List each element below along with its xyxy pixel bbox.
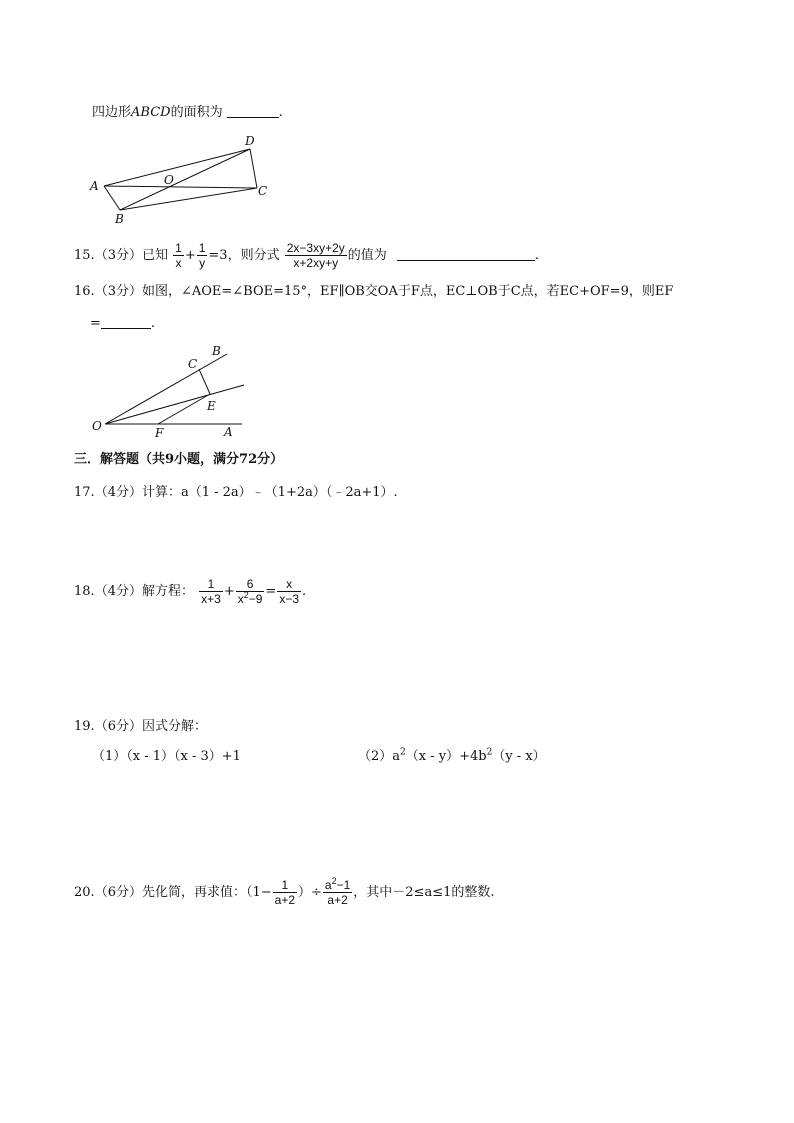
q17-score: （4分） xyxy=(94,485,142,500)
q16-ray-ob xyxy=(105,354,227,424)
q14-label-o: O xyxy=(164,173,174,187)
q20-text-b: ）÷ xyxy=(298,885,322,900)
q18-text-a: 解方程： xyxy=(141,584,194,599)
q15-fraction-1: $\frac{1}{x}$ xyxy=(175,241,182,270)
q15-fraction-2: $\frac{1}{y}$ xyxy=(198,241,206,270)
q16-ray-oe xyxy=(105,385,244,424)
q20-line xyxy=(74,876,495,910)
q17-line xyxy=(74,484,398,502)
q19-part-2: $(2)a^2(x - y)+4b^2(y - x)$ xyxy=(358,747,546,764)
q15-end: . xyxy=(534,248,540,263)
q16-equals: = xyxy=(90,316,101,331)
q15-score: （3分） xyxy=(94,248,142,263)
q14-label-c: C xyxy=(258,184,268,198)
q19-text: 因式分解： xyxy=(141,719,207,734)
q16-text: 如图，∠AOE=∠BOE=15°，EF∥OB交OA于F点，EC⊥OB于C点，若EC+OF=9，则EF xyxy=(141,284,674,299)
q18-score: （4分） xyxy=(94,584,142,599)
q18-end: . xyxy=(302,584,307,599)
q15-fraction-3: $\frac{2x-3xy+2y}{x+2xy+y}$ xyxy=(286,241,345,270)
q16-label-f: F xyxy=(155,426,164,440)
q16-label-a: A xyxy=(224,425,233,439)
q20-number: 20. xyxy=(74,885,95,900)
q19-score: （6分） xyxy=(94,719,142,734)
q16-score: （3分） xyxy=(94,284,142,299)
q15-number: 15. xyxy=(74,248,95,263)
q18-number: 18. xyxy=(74,584,95,599)
q14-label-d: D xyxy=(245,134,255,148)
q16-segment-ef xyxy=(158,394,210,424)
q18-fraction-2: $\frac{6}{x^2-9}$ xyxy=(237,577,263,606)
q19-number: 19. xyxy=(74,719,95,734)
q19-part-1: （1）（x - 1）（x - 3）+1 xyxy=(92,749,241,764)
q14-end: . xyxy=(278,105,283,120)
q20-fraction-2: $\frac{a^2-1}{a+2}$ xyxy=(324,876,351,907)
q18-fraction-3: $\frac{x}{x-3}$ xyxy=(279,577,300,606)
q16-label-o: O xyxy=(92,419,102,433)
q16-label-e: E xyxy=(207,399,216,413)
q14-suffix: 的面积为 xyxy=(170,105,223,120)
q19-line xyxy=(74,718,207,736)
q20-score: （6分） xyxy=(94,885,142,900)
section-3-title: 三．解答题（共9小题，满分72分） xyxy=(74,452,284,467)
q18-line: 18.（4分）解方程： $\frac{1}{x+3}$ + $\frac{6}{x^2-9}$ = $\frac{x}{x-3}$ . xyxy=(74,577,307,606)
q14-label-b: B xyxy=(115,212,124,226)
q17-text: 计算：a（1 - 2a）﹣（1+2a）（﹣2a+1）. xyxy=(141,485,398,500)
q15-text-a: 已知 xyxy=(141,248,168,263)
q18-fraction-1: $\frac{1}{x+3}$ xyxy=(201,577,221,606)
q16-label-b: B xyxy=(212,344,221,358)
q20-fraction-1: $\frac{1}{a+2}$ xyxy=(274,878,295,907)
q14-quad-name: ABCD xyxy=(131,105,171,120)
q16-number: 16. xyxy=(74,284,95,299)
q16-end: . xyxy=(150,316,156,331)
q15-text-b: =3，则分式 xyxy=(208,248,280,263)
q20-text-a: 先化简，再求值：（1− xyxy=(141,885,272,900)
q15-text-c: 的值为 xyxy=(347,248,387,263)
q16-label-c: C xyxy=(188,357,198,371)
q15-line: 15.（3分）已知 $\frac{1}{x}$ + $\frac{1}{y}$ =3，则分式 $\frac{2x-3xy+2y}{x+2xy+y}$ 的值为 . xyxy=(74,241,540,270)
q17-number: 17. xyxy=(74,485,95,500)
q20-text-c: ，其中－2≤a≤1的整数. xyxy=(353,885,495,900)
q14-prefix: 四边形 xyxy=(92,105,132,120)
q14-label-a: A xyxy=(90,179,99,193)
q16-segment-ec xyxy=(199,369,210,394)
